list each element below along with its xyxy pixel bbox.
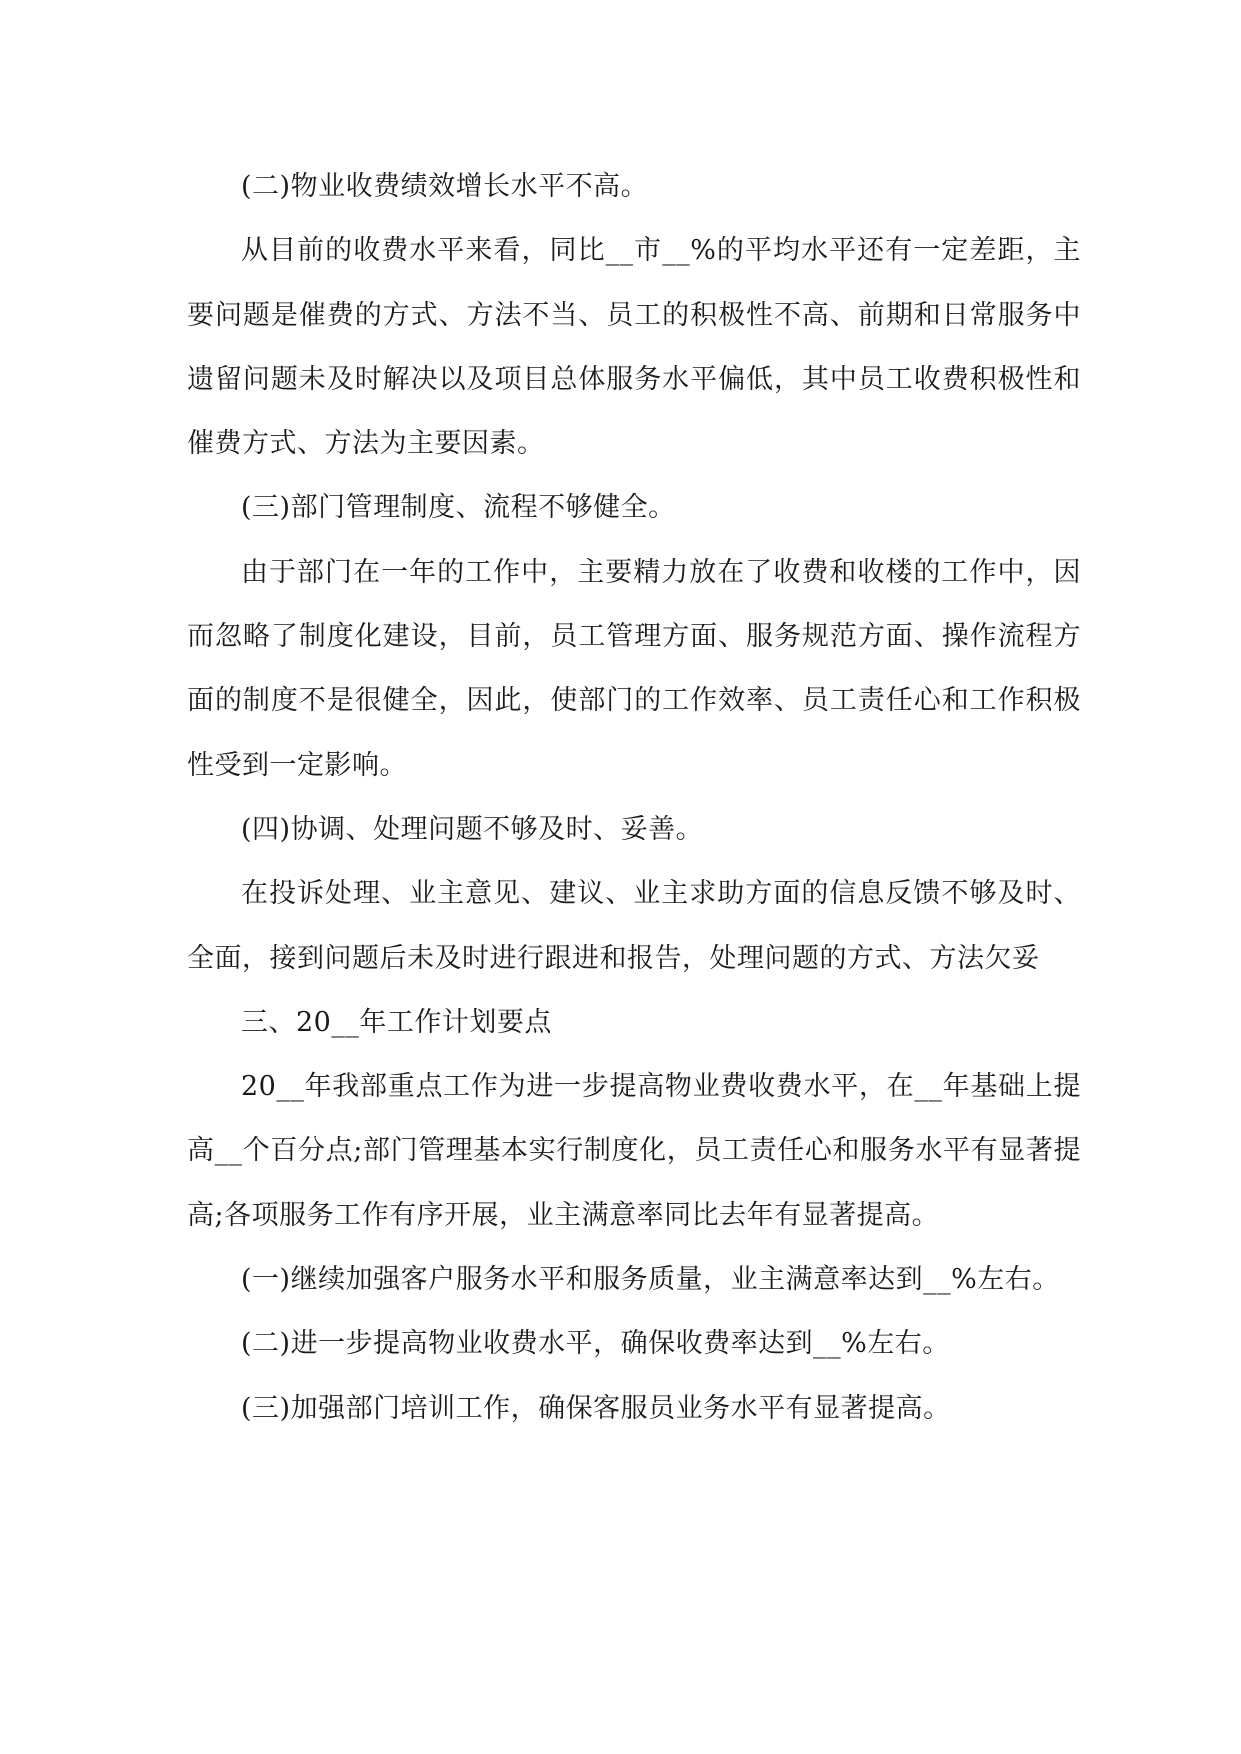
paragraph-fee-level: 从目前的收费水平来看，同比__市__%的平均水平还有一定差距，主要问题是催费的方式、方法不当、员工的积极性不高、前期和日常服务中遗留问题未及时解决以及项目总体服务水平偏低，其中员工收费积极性和催费方式、方法为主要因素。	[187, 235, 1081, 460]
heading-work-plan: 三、20__年工作计划要点	[241, 1006, 552, 1038]
plan-item-customer-service: (一)继续加强客户服务水平和服务质量，业主满意率达到__%左右。	[241, 1264, 1060, 1296]
heading-fee-performance: (二)物业收费绩效增长水平不高。	[241, 171, 649, 202]
heading-management-system: (三)部门管理制度、流程不够健全。	[241, 492, 676, 524]
paragraph-management-system: 由于部门在一年的工作中，主要精力放在了收费和收楼的工作中，因而忽略了制度化建设，目前，员工管理方面、服务规范方面、操作流程方面的制度不是很健全，因此，使部门的工作效率、员工责任心和工作积极性受到一定影响。	[187, 556, 1081, 781]
paragraph-work-plan: 20__年我部重点工作为进一步提高物业费收费水平，在__年基础上提高__个百分点;部门管理基本实行制度化，员工责任心和服务水平有显著提高;各项服务工作有序开展，业主满意率同比去年有显著提高。	[187, 1071, 1081, 1231]
paragraph-coordination: 在投诉处理、业主意见、建议、业主求助方面的信息反馈不够及时、全面，接到问题后未及时进行跟进和报告，处理问题的方式、方法欠妥	[187, 878, 1081, 974]
heading-coordination: (四)协调、处理问题不够及时、妥善。	[241, 813, 704, 845]
plan-item-training: (三)加强部门培训工作，确保客服员业务水平有显著提高。	[241, 1392, 951, 1424]
plan-item-fee-collection: (二)进一步提高物业收费水平，确保收费率达到__%左右。	[241, 1328, 950, 1360]
